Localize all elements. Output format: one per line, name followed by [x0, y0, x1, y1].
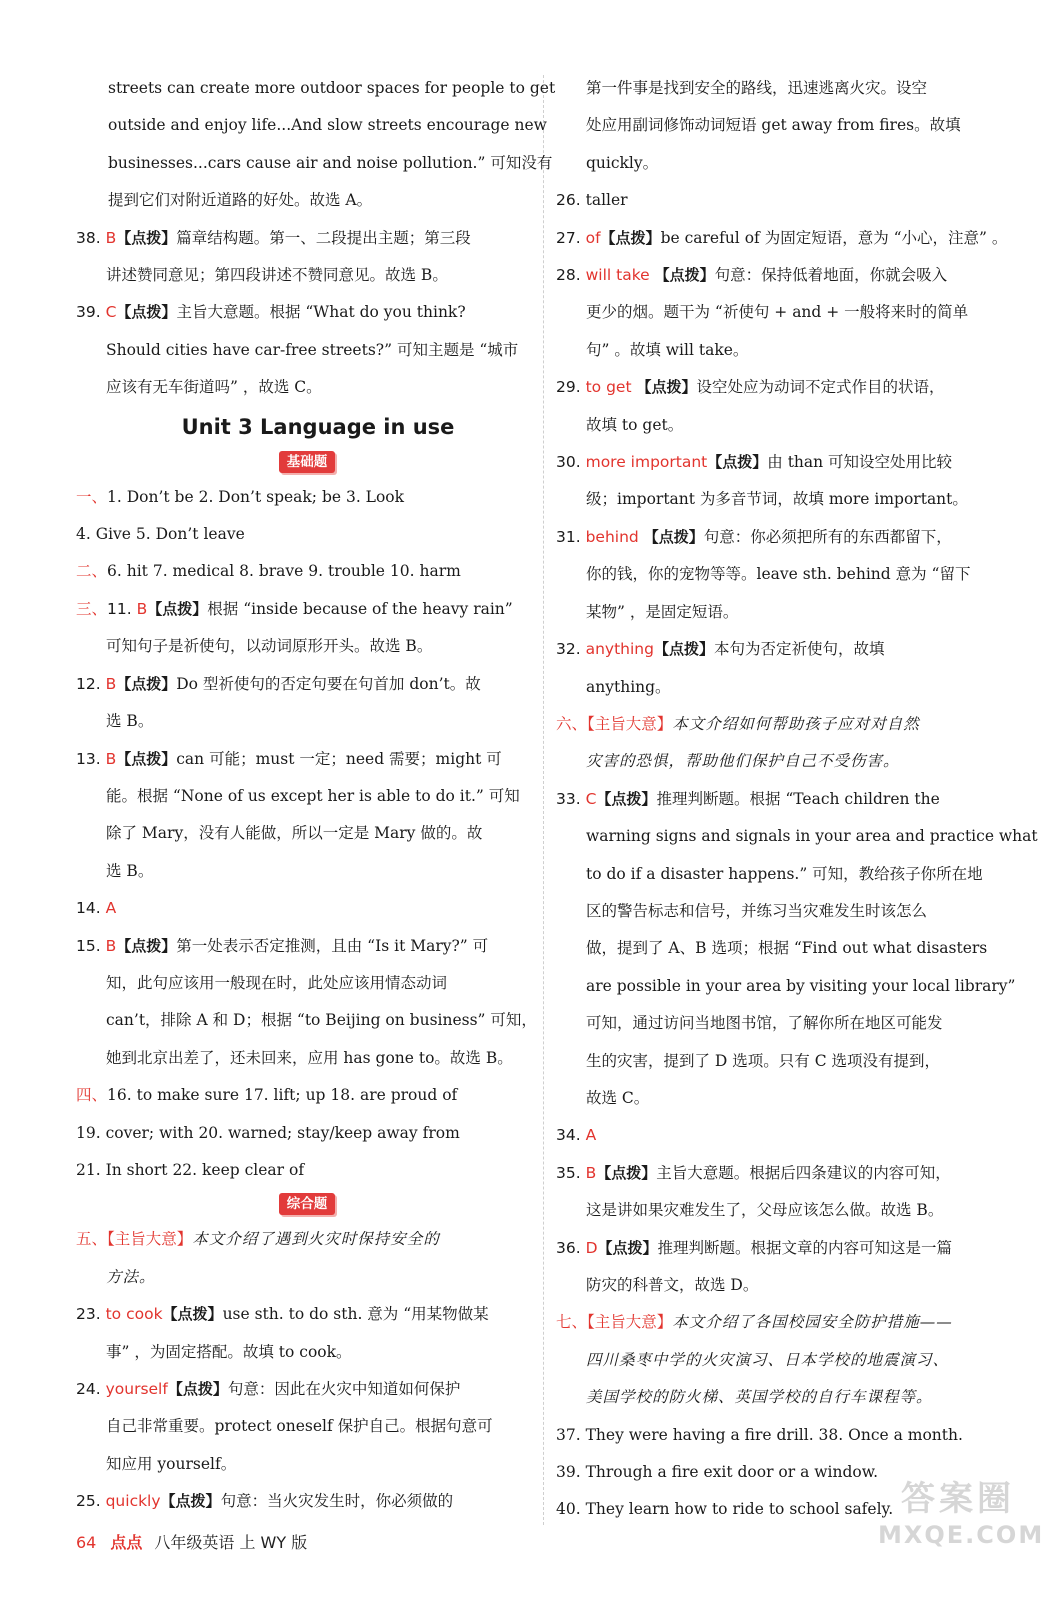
text-line: anything。	[586, 677, 671, 696]
answer: will take	[585, 266, 650, 285]
hint-tag: 【点拨】	[600, 228, 661, 247]
unit-title: Unit 3 Language in use	[181, 414, 455, 439]
hint-tag: 【点拨】	[116, 749, 177, 768]
answer: B	[105, 936, 117, 955]
answer: A	[585, 1126, 597, 1145]
text-line: 灾害的恐惧，帮助他们保护自己不受伤害。	[586, 752, 900, 771]
question-12: 12. B【点拨】Do 型祈使句的否定句要在句首加 don’t。故	[76, 674, 481, 693]
text-line: 做，提到了 A、B 选项；根据 “Find out what disasters	[586, 939, 988, 958]
question-37-38: 37. They were having a fire drill. 38. Once a month.	[556, 1425, 963, 1444]
text-line: streets can create more outdoor spaces for people to get	[108, 79, 556, 97]
question-26: 26. taller	[556, 191, 628, 210]
hint-tag: 【点拨】	[116, 674, 177, 693]
text-line: 你的钱，你的宠物等等。leave sth. behind 意为 “留下	[586, 565, 971, 584]
text-line: 讲述赞同意见；第四段讲述不赞同意见。故选 B。	[106, 266, 448, 285]
question-36: 36. D【点拨】推理判断题。根据文章的内容可知这是一篇	[556, 1238, 953, 1257]
text-line: businesses...cars cause air and noise pollution.” 可知没有	[108, 153, 553, 172]
section-mark: 五、	[76, 1230, 108, 1249]
left-column	[76, 70, 556, 1521]
hint-tag: 【点拨】	[597, 1238, 658, 1257]
hint-tag: 【点拨】	[167, 1380, 228, 1398]
section-mark: 一、	[76, 487, 108, 506]
text-line: 美国学校的防火梯、英国学校的自行车课程等。	[586, 1388, 933, 1407]
text-line: 故选 C。	[586, 1088, 650, 1107]
section-mark: 六、	[556, 714, 588, 733]
question-39: 39. Through a fire exit door or a window.	[556, 1463, 879, 1482]
answer: B	[105, 674, 117, 693]
text-line: 选 B。	[106, 712, 154, 731]
question-24: 24. yourself【点拨】句意：因此在火灾中知道如何保护	[76, 1380, 461, 1398]
text-line: 事” ，为固定搭配。故填 to cook。	[106, 1342, 352, 1361]
text-line: 除了 Mary，没有人能做，所以一定是 Mary 做的。故	[106, 824, 483, 843]
question-34: 34. A	[556, 1126, 597, 1145]
watermark: 答案圈 MXQE.COM	[878, 1479, 1045, 1549]
hint-tag: 【点拨】	[653, 640, 714, 659]
hint-tag: 【点拨】	[116, 303, 177, 322]
hint-tag: 【点拨】	[116, 936, 177, 955]
hint-tag: 【点拨】	[147, 599, 208, 618]
section-1: 一、1. Don’t be 2. Don’t speak; be 3. Look	[76, 487, 405, 506]
summary-tag: 【主旨大意】	[587, 1313, 673, 1332]
answer: D	[585, 1238, 598, 1257]
text-line: 处应用副词修饰动词短语 get away from fires。故填	[586, 116, 961, 135]
text-line: are possible in your area by visiting your local library”	[586, 976, 1016, 995]
hint-tag: 【点拨】	[116, 228, 177, 247]
text-line: 第一件事是找到安全的路线，迅速逃离火灾。设空	[586, 79, 928, 97]
question-29: 29. to get 【点拨】设空处应为动词不定式作目的状语，	[556, 378, 945, 397]
summary-tag: 【主旨大意】	[107, 1230, 193, 1249]
answer: to cook	[105, 1305, 163, 1324]
text-line: 4. Give 5. Don’t leave	[76, 525, 245, 544]
answer: behind	[585, 527, 639, 546]
answer: to get	[585, 378, 632, 397]
answer: C	[585, 789, 597, 808]
question-14: 14. A	[76, 899, 117, 918]
section-4: 四、16. to make sure 17. lift; up 18. are proud of	[76, 1086, 458, 1105]
text-line: quickly。	[586, 153, 659, 172]
text-line: 某物” ，是固定短语。	[586, 602, 739, 621]
text-line: 可知，通过访问当地图书馆，了解你所在地区可能发	[586, 1014, 943, 1033]
text-line: Should cities have car-free streets?” 可知主题是 “城市	[106, 340, 519, 359]
basic-section-badge: 基础题	[279, 451, 336, 473]
text-line: outside and enjoy life...And slow streets encourage new	[108, 116, 547, 135]
question-32: 32. anything【点拨】本句为否定祈使句，故填	[556, 640, 885, 659]
book-title: 八年级英语 上 WY 版	[154, 1533, 308, 1552]
text-line: 21. In short 22. keep clear of	[76, 1160, 305, 1179]
text-line: 句” 。故填 will take。	[586, 340, 749, 359]
question-15: 15. B【点拨】第一处表示否定推测，且由 “Is it Mary?” 可	[76, 936, 489, 955]
question-13: 13. B【点拨】can 可能；must 一定；need 需要；might 可	[76, 749, 502, 768]
question-39: 39. C【点拨】主旨大意题。根据 “What do you think?	[76, 303, 466, 322]
question-35: 35. B【点拨】主旨大意题。根据后四条建议的内容可知，	[556, 1163, 951, 1182]
answer: C	[105, 303, 117, 322]
question-33: 33. C【点拨】推理判断题。根据 “Teach children the	[556, 789, 940, 808]
question-30: 30. more important【点拨】由 than 可知设空处用比较	[556, 453, 953, 472]
text-line: 选 B。	[106, 861, 154, 880]
text-line: 这是讲如果灾难发生了，父母应该怎么做。故选 B。	[586, 1201, 944, 1220]
text-line: 她到北京出差了，还未回来，应用 has gone to。故选 B。	[106, 1048, 513, 1067]
hint-tag: 【点拨】	[596, 1163, 657, 1182]
text-line: 知，此句应该用一般现在时，此处应该用情态动词	[106, 973, 448, 992]
section-2: 二、6. hit 7. medical 8. brave 9. trouble 10. harm	[76, 562, 461, 581]
hint-tag: 【点拨】	[707, 453, 768, 472]
hint-tag: 【点拨】	[636, 378, 697, 397]
answer: B	[105, 228, 117, 247]
text-line: 19. cover; with 20. warned; stay/keep away from	[76, 1123, 460, 1142]
hint-tag: 【点拨】	[643, 527, 704, 546]
section-6: 六、【主旨大意】本文介绍如何帮助孩子应对对自然	[556, 714, 920, 733]
text-line: 生的灾害，提到了 D 选项。只有 C 选项没有提到，	[586, 1051, 940, 1070]
text-line: 更少的烟。题干为 “祈使句 + and + 一般将来时的简单	[586, 303, 969, 322]
page-number: 64	[76, 1533, 97, 1552]
text-line: warning signs and signals in your area and practice what	[586, 827, 1038, 846]
text-line: 四川桑枣中学的火灾演习、日本学校的地震演习、	[586, 1350, 950, 1369]
text-line: 应该有无车街道吗” ，故选 C。	[106, 378, 322, 397]
hint-tag: 【点拨】	[654, 266, 715, 285]
answer: of	[585, 228, 601, 247]
section-3: 三、11. B【点拨】根据 “inside because of the heavy rain”	[76, 599, 513, 618]
text-line: 可知句子是祈使句，以动词原形开头。故选 B。	[106, 637, 433, 656]
text-line: can’t，排除 A 和 D；根据 “to Beijing on business” 可知，	[106, 1011, 537, 1030]
answer: more important	[585, 453, 708, 472]
text-line: 方法。	[106, 1267, 156, 1286]
section-mark: 二、	[76, 562, 108, 581]
hint-tag: 【点拨】	[162, 1305, 223, 1324]
answer: A	[105, 899, 117, 918]
text-line: 自己非常重要。protect oneself 保护自己。根据句意可	[106, 1417, 493, 1436]
text-line: 知应用 yourself。	[106, 1454, 237, 1473]
comprehensive-section-badge: 综合题	[279, 1193, 336, 1215]
answer: yourself	[105, 1380, 168, 1398]
question-25: 25. quickly【点拨】句意：当火灾发生时，你必须做的	[76, 1492, 454, 1511]
hint-tag: 【点拨】	[596, 789, 657, 808]
answer: B	[585, 1163, 597, 1182]
section-mark: 四、	[76, 1086, 108, 1105]
right-column	[556, 70, 1038, 1529]
answer: quickly	[105, 1492, 161, 1511]
answer: B	[136, 599, 148, 618]
answer: B	[105, 749, 117, 768]
text-line: 能。根据 “None of us except her is able to do it.” 可知	[106, 786, 520, 805]
question-40: 40. They learn how to ride to school safely.	[556, 1500, 894, 1519]
hint-tag: 【点拨】	[160, 1492, 221, 1511]
section-7: 七、【主旨大意】本文介绍了各国校园安全防护措施——	[556, 1313, 953, 1332]
question-38: 38. B【点拨】篇章结构题。第一、二段提出主题；第三段	[76, 228, 471, 247]
question-28: 28. will take 【点拨】句意：保持低着地面，你就会吸入	[556, 266, 948, 285]
brand-logo: 点点	[110, 1533, 143, 1552]
page-footer	[76, 1528, 307, 1558]
text-line: 级；important 为多音节词，故填 more important。	[586, 490, 968, 509]
question-27: 27. of【点拨】be careful of 为固定短语，意为 “小心，注意” 。	[556, 228, 1008, 247]
text-line: 故填 to get。	[586, 415, 684, 434]
question-23: 23. to cook【点拨】use sth. to do sth. 意为 “用某物做某	[76, 1305, 489, 1324]
section-5: 五、【主旨大意】本文介绍了遇到火灾时保持安全的	[76, 1230, 440, 1249]
text-line: 区的警告标志和信号，并练习当灾难发生时该怎么	[586, 901, 928, 920]
text-line: 防灾的科普文，故选 D。	[586, 1276, 759, 1294]
answer: anything	[585, 640, 654, 659]
summary-tag: 【主旨大意】	[587, 714, 673, 733]
text-line: 提到它们对附近道路的好处。故选 A。	[108, 191, 373, 210]
section-mark: 三、	[76, 599, 108, 618]
text-line: to do if a disaster happens.” 可知，教给孩子你所在地	[586, 864, 983, 883]
column-divider	[543, 75, 544, 1525]
question-31: 31. behind 【点拨】句意：你必须把所有的东西都留下，	[556, 527, 952, 546]
section-mark: 七、	[556, 1313, 588, 1332]
